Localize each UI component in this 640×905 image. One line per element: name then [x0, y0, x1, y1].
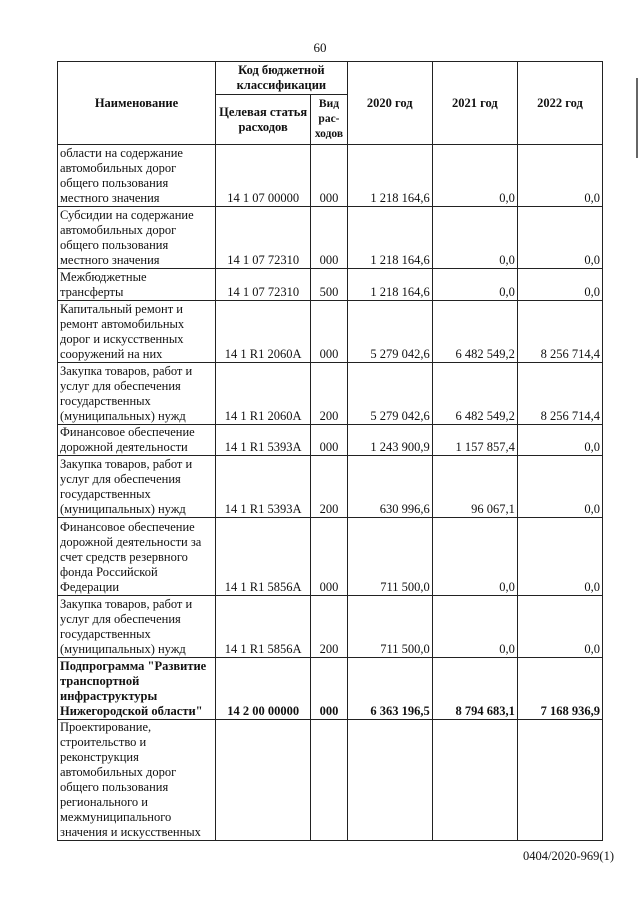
row-2022-cell: 0,0 [517, 269, 602, 301]
row-2022-cell: 8 256 714,4 [517, 363, 602, 425]
row-name-cell: Субсидии на содержание автомобильных дорог общего пользования местного значения [58, 207, 216, 269]
row-type-code-cell: 000 [311, 658, 347, 720]
header-name: Наименование [58, 62, 216, 145]
row-2022-cell: 7 168 936,9 [517, 658, 602, 720]
row-2021-cell: 0,0 [432, 518, 517, 596]
row-2022-cell: 0,0 [517, 207, 602, 269]
row-type-code-cell: 500 [311, 269, 347, 301]
row-2020-cell [347, 720, 432, 841]
table-row [58, 269, 603, 301]
header-target: Целевая статья расходов [216, 95, 311, 145]
row-target-code-cell: 14 2 00 00000 [216, 658, 311, 720]
row-2020-cell: 630 996,6 [347, 456, 432, 518]
row-2021-cell: 0,0 [432, 145, 517, 207]
row-2021-cell: 8 794 683,1 [432, 658, 517, 720]
row-name-cell: Капитальный ремонт и ремонт автомобильных дорог и искусственных сооружений на них [58, 301, 216, 363]
row-2021-cell: 96 067,1 [432, 456, 517, 518]
row-target-code-cell: 14 1 07 72310 [216, 207, 311, 269]
table-row [58, 207, 603, 269]
row-name-cell: Проектирование, строительство и реконструкция автомобильных дорог общего пользования регионального и межмуниципального значения и искусственных [58, 720, 216, 841]
row-name-cell: области на содержание автомобильных дорог общего пользования местного значения [58, 145, 216, 207]
row-2020-cell: 1 218 164,6 [347, 269, 432, 301]
header-2022: 2022 год [517, 62, 602, 145]
row-2020-cell: 5 279 042,6 [347, 301, 432, 363]
row-2021-cell: 0,0 [432, 269, 517, 301]
row-target-code-cell: 14 1 R1 5393A [216, 456, 311, 518]
row-2021-cell: 0,0 [432, 207, 517, 269]
row-name-cell: Финансовое обеспечение дорожной деятельности [58, 425, 216, 456]
row-2021-cell: 0,0 [432, 596, 517, 658]
row-2021-cell: 6 482 549,2 [432, 363, 517, 425]
table-row [58, 425, 603, 456]
table-row [58, 456, 603, 518]
table-row [58, 301, 603, 363]
document-reference: 0404/2020-969(1) [523, 849, 614, 863]
table-row [58, 145, 603, 207]
row-2021-cell [432, 720, 517, 841]
budget-table [57, 61, 603, 841]
row-2021-cell: 1 157 857,4 [432, 425, 517, 456]
table-row [58, 658, 603, 720]
row-target-code-cell: 14 1 07 00000 [216, 145, 311, 207]
table-row [58, 518, 603, 596]
row-2022-cell: 0,0 [517, 425, 602, 456]
header-2020: 2020 год [347, 62, 432, 145]
row-name-cell: Финансовое обеспечение дорожной деятельности за счет средств резервного фонда Российской Федерации [58, 518, 216, 596]
row-type-code-cell: 000 [311, 301, 347, 363]
row-type-code-cell: 200 [311, 363, 347, 425]
row-name-cell: Закупка товаров, работ и услуг для обеспечения государственных (муниципальных) нужд [58, 596, 216, 658]
row-type-code-cell: 000 [311, 425, 347, 456]
row-2022-cell [517, 720, 602, 841]
row-2020-cell: 6 363 196,5 [347, 658, 432, 720]
row-2020-cell: 1 218 164,6 [347, 207, 432, 269]
row-name-cell: Подпрограмма "Развитие транспортной инфраструктуры Нижегородской области" [58, 658, 216, 720]
page-number: 60 [313, 40, 327, 55]
row-2020-cell: 1 218 164,6 [347, 145, 432, 207]
row-2020-cell: 711 500,0 [347, 596, 432, 658]
row-type-code-cell [311, 720, 347, 841]
row-target-code-cell: 14 1 R1 2060A [216, 363, 311, 425]
row-2022-cell: 8 256 714,4 [517, 301, 602, 363]
row-type-code-cell: 200 [311, 456, 347, 518]
row-target-code-cell [216, 720, 311, 841]
scan-edge-mark [636, 78, 638, 158]
row-type-code-cell: 000 [311, 518, 347, 596]
row-target-code-cell: 14 1 R1 5393A [216, 425, 311, 456]
row-2020-cell: 5 279 042,6 [347, 363, 432, 425]
row-2020-cell: 711 500,0 [347, 518, 432, 596]
row-type-code-cell: 000 [311, 207, 347, 269]
table-row [58, 596, 603, 658]
row-target-code-cell: 14 1 R1 2060A [216, 301, 311, 363]
row-name-cell: Межбюджетные трансферты [58, 269, 216, 301]
table-row [58, 363, 603, 425]
row-2022-cell: 0,0 [517, 518, 602, 596]
row-2021-cell: 6 482 549,2 [432, 301, 517, 363]
row-type-code-cell: 000 [311, 145, 347, 207]
row-type-code-cell: 200 [311, 596, 347, 658]
row-target-code-cell: 14 1 R1 5856A [216, 518, 311, 596]
row-name-cell: Закупка товаров, работ и услуг для обеспечения государственных (муниципальных) нужд [58, 456, 216, 518]
row-2022-cell: 0,0 [517, 456, 602, 518]
header-code-group: Код бюджетной классификации [216, 62, 348, 95]
table-row [58, 720, 603, 841]
row-target-code-cell: 14 1 07 72310 [216, 269, 311, 301]
row-name-cell: Закупка товаров, работ и услуг для обеспечения государственных (муниципальных) нужд [58, 363, 216, 425]
row-target-code-cell: 14 1 R1 5856A [216, 596, 311, 658]
row-2022-cell: 0,0 [517, 145, 602, 207]
header-type: Вид рас-ходов [311, 95, 347, 145]
row-2022-cell: 0,0 [517, 596, 602, 658]
row-2020-cell: 1 243 900,9 [347, 425, 432, 456]
header-2021: 2021 год [432, 62, 517, 145]
